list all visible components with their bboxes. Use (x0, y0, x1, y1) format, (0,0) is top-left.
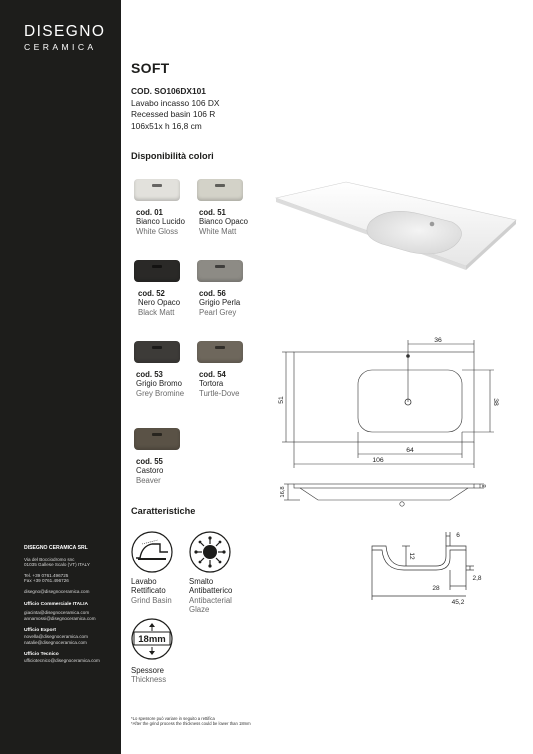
color-name-en: Pearl Grey (199, 307, 237, 317)
color-label-55 (136, 457, 163, 485)
product-code: COD. SO106DX101 (131, 86, 206, 96)
color-label-56 (199, 289, 240, 317)
color-code: cod. 51 (199, 208, 226, 217)
grind-basin-icon (130, 530, 174, 574)
company-address-1: Via del Bocciodromo snc (24, 556, 75, 562)
product-name: SOFT (131, 60, 170, 76)
thickness-badge: 18mm (138, 634, 166, 645)
dim-2-8: 2,8 (472, 575, 482, 582)
color-name-it: Bianco Lucido (136, 217, 185, 227)
footnote (131, 716, 251, 727)
color-name-en: Black Matt (138, 307, 175, 317)
dim-12: 12 (408, 552, 415, 560)
swatch-tag (215, 346, 225, 349)
top-view-drawing (278, 330, 498, 470)
color-code: cod. 55 (136, 457, 163, 466)
swatch-tag (215, 184, 225, 187)
color-swatch-56[interactable] (197, 260, 243, 282)
brand-logo (24, 24, 114, 52)
footnote-en: *After the grind process the thickness could be lower than 18mm (131, 721, 251, 727)
company-tel: Tel. +39 0761.496725 (24, 572, 69, 578)
office-export-title: Ufficio Export (24, 628, 57, 634)
feature-it-1: Spessore (131, 666, 164, 675)
feature-en: Thickness (131, 675, 167, 685)
dim-106: 106 (372, 457, 384, 464)
colors-title: Disponibilità colori (131, 151, 214, 161)
swatch-tag (152, 433, 162, 436)
color-name-en: Grey Bromine (136, 388, 185, 398)
color-swatch-54[interactable] (197, 341, 243, 363)
product-size: 106x51x h 16,8 cm (131, 120, 202, 131)
color-code: cod. 54 (199, 370, 226, 379)
swatch-tag (152, 184, 162, 187)
color-name-it: Bianco Opaco (199, 217, 248, 227)
color-name-en: Beaver (136, 475, 161, 485)
side-view-drawing (278, 478, 498, 510)
swatch-tag (152, 265, 162, 268)
color-code: cod. 01 (136, 208, 163, 217)
color-name-it: Castoro (136, 466, 164, 476)
feature-thickness (131, 666, 166, 685)
color-code: cod. 53 (136, 370, 163, 379)
color-code: cod. 52 (138, 289, 165, 298)
features-title: Caratteristiche (131, 506, 196, 516)
color-swatch-01[interactable] (134, 179, 180, 201)
dim-45-2: 45,2 (451, 599, 465, 606)
swatch-tag (215, 265, 225, 268)
antibacterial-icon (188, 530, 232, 574)
color-label-52 (138, 289, 180, 317)
sidebar (0, 0, 121, 754)
feature-it-1: Lavabo (131, 577, 157, 586)
color-label-01 (136, 208, 185, 236)
office-italy-title: Ufficio Commerciale ITALIA (24, 601, 89, 607)
office-italy-email-2[interactable]: annamossi@disegnoceramica.com (24, 615, 96, 621)
footnote-it: *Lo spessore può variare in seguito a rettifica (131, 716, 215, 721)
feature-grind-basin (131, 577, 172, 605)
office-export-email-1[interactable]: novella@disegnoceramica.com (24, 633, 88, 639)
dim-38: 38 (492, 398, 499, 406)
feature-en-2: Glaze (189, 605, 210, 615)
color-swatch-51[interactable] (197, 179, 243, 201)
color-name-it: Grigio Bromo (136, 379, 182, 389)
brand-sub: CERAMICA (24, 42, 97, 52)
company-email[interactable]: disegno@disegnoceramica.com (24, 588, 90, 594)
product-specs (131, 86, 219, 132)
color-swatch-53[interactable] (134, 341, 180, 363)
color-swatch-55[interactable] (134, 428, 180, 450)
color-name-it: Tortora (199, 379, 224, 389)
color-name-it: Grigio Perla (199, 298, 241, 308)
section-drawing (366, 528, 482, 606)
dim-64: 64 (406, 447, 414, 454)
faucet-hole (430, 222, 435, 227)
company-address-2: 01035 Gallese Scalo (VT) ITALY (24, 562, 90, 568)
thickness-icon (130, 617, 174, 661)
color-swatch-52[interactable] (134, 260, 180, 282)
dim-16-8: 16,8 (280, 486, 286, 498)
feature-it-2: Antibatterico (189, 586, 233, 596)
swatch-tag (152, 346, 162, 349)
feature-it-1: Smalto (189, 577, 214, 586)
office-export-email-2[interactable]: natalie@disegnoceramica.com (24, 639, 87, 645)
dim-8: 8 (482, 484, 488, 488)
color-name-it: Nero Opaco (138, 298, 181, 308)
color-name-en: Turtle-Dove (199, 388, 240, 398)
color-label-51 (199, 208, 248, 236)
dim-6: 6 (456, 532, 460, 539)
color-name-en: White Gloss (136, 226, 179, 236)
brand-name: DISEGNO (24, 23, 106, 40)
dim-36: 36 (434, 337, 442, 344)
company-fax: Fax +39 0761.496726 (24, 578, 69, 584)
feature-en: Grind Basin (131, 595, 172, 605)
product-desc-it: Lavabo incasso 106 DX (131, 97, 220, 108)
feature-antibacterial (189, 577, 232, 615)
office-tech-email[interactable]: ufficiotecnico@disegnoceramica.com (24, 657, 100, 663)
dim-28: 28 (432, 585, 440, 592)
product-desc-en: Recessed basin 106 R (131, 109, 216, 120)
basin-render (270, 170, 520, 280)
color-label-54 (199, 370, 239, 398)
feature-it-2: Rettificato (131, 586, 166, 596)
color-name-en: White Matt (199, 226, 237, 236)
feature-en: Antibacterial (189, 595, 232, 605)
color-code: cod. 56 (199, 289, 226, 298)
color-label-53 (136, 370, 184, 398)
company-info (24, 546, 118, 663)
office-tech-title: Ufficio Tecnico (24, 652, 59, 658)
dim-51: 51 (278, 396, 285, 404)
company-name: DISEGNO CERAMICA SRL (24, 545, 88, 551)
office-italy-email-1[interactable]: giacinta@disegnoceramica.com (24, 610, 90, 616)
